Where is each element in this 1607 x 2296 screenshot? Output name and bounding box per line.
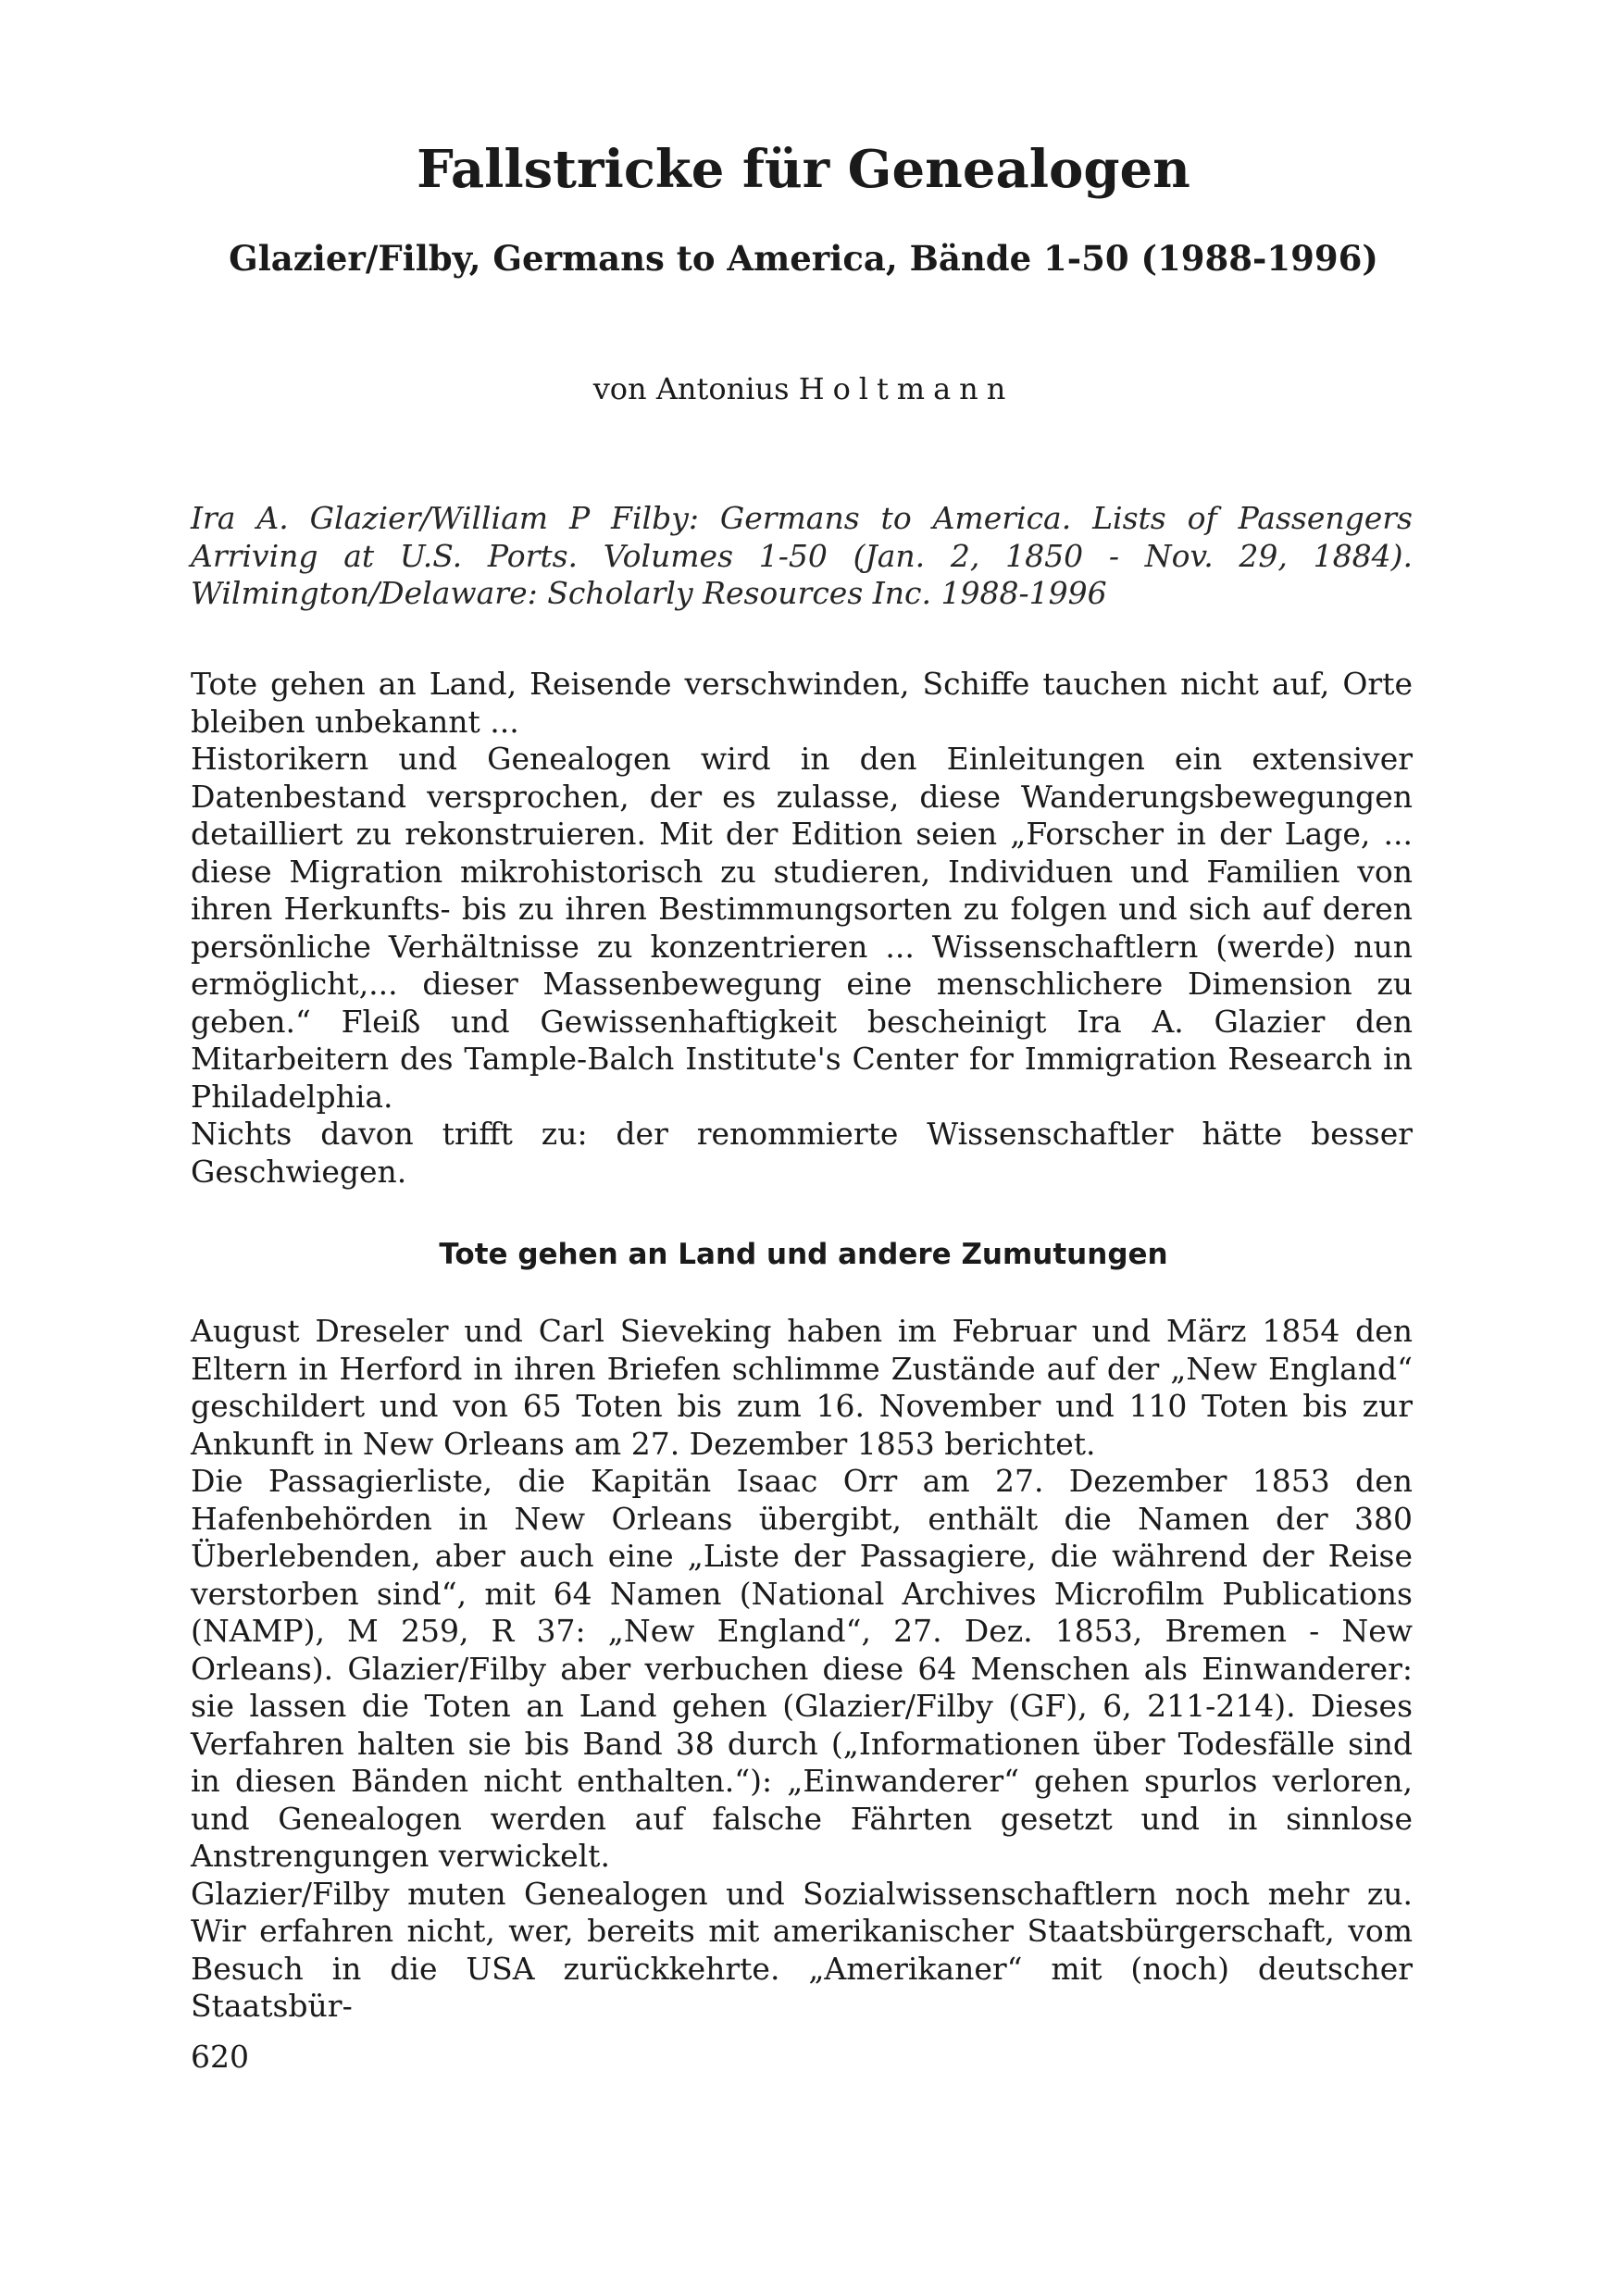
author-prefix: von Antonius <box>592 371 799 406</box>
citation-block <box>191 500 1413 613</box>
page-number: 620 <box>191 2039 249 2075</box>
intro-paragraph: Nichts davon trifft zu: der renommierte Wissenschaftler hätte besser Geschwiegen. <box>191 1116 1413 1190</box>
citation-text: Ira A. Glazier/William P Filby: Germans to America. Lists of Passengers Arriving at U.S. Ports. Volumes 1-50 (Jan. 2, 1850 - Nov. 29, 1884). Wilmington/Delaware: Scholarly Resources Inc. 1988-1996 <box>191 500 1413 611</box>
intro-paragraph: Historikern und Genealogen wird in den Einleitungen ein extensiver Datenbestand versprochen, der es zulasse, diese Wanderungsbewegungen detailliert zu rekonstruieren. Mit der Edition seien „Forscher in der Lage, ... diese Migration mikrohistorisch zu studieren, Individuen und Familien von ihren Herkunfts- bis zu ihren Bestimmungsorten zu folgen und sich auf deren persönliche Verhältnisse zu konzentrieren ... Wissenschaftlern (werde) nun ermöglicht,... dieser Massenbewegung eine menschlichere Dimension zu geben.“ Fleiß und Gewissenhaftigkeit bescheinigt Ira A. Glazier den Mitarbeitern des Tample-Balch Institute's Center for Immigration Research in Philadelphia. <box>191 741 1413 1115</box>
intro-paragraph: Tote gehen an Land, Reisende verschwinden, Schiffe tauchen nicht auf, Orte bleiben unbekannt ... <box>191 666 1413 740</box>
author-surname: Holtmann <box>798 371 1015 406</box>
document-subtitle: Glazier/Filby, Germans to America, Bände 1-50 (1988-1996) <box>229 238 1378 279</box>
section-heading: Tote gehen an Land und andere Zumutungen <box>439 1238 1168 1271</box>
section-body <box>191 1313 1413 2026</box>
body-paragraph: Glazier/Filby muten Genealogen und Sozialwissenschaftlern noch mehr zu. Wir erfahren nicht, wer, bereits mit amerikanischer Staatsbürgerschaft, vom Besuch in die USA zurückkehrte. „Amerikaner“ mit (noch) deutscher Staatsbür- <box>191 1875 1413 2024</box>
author-line <box>0 368 1607 409</box>
body-paragraph: August Dreseler und Carl Sieveking haben im Februar und März 1854 den Eltern in Herford in ihren Briefen schlimme Zustände auf der „New England“ geschildert und von 65 Toten bis zum 16. November und 110 Toten bis zur Ankunft in New Orleans am 27. Dezember 1853 berichtet. <box>191 1313 1413 1462</box>
body-paragraph: Die Passagierliste, die Kapitän Isaac Orr am 27. Dezember 1853 den Hafenbehörden in New Orleans übergibt, enthält die Namen der 380 Überlebenden, aber auch eine „Liste der Passagiere, die während der Reise verstorben sind“, mit 64 Namen (National Archives Microfilm Publications (NAMP), M 259, R 37: „New England“, 27. Dez. 1853, Bremen - New Orleans). Glazier/Filby aber verbuchen diese 64 Menschen als Einwanderer: sie lassen die Toten an Land gehen (Glazier/Filby (GF), 6, 211-214). Dieses Verfahren halten sie bis Band 38 durch („Informationen über Todesfälle sind in diesen Bänden nicht enthalten.“): „Einwanderer“ gehen spurlos verloren, und Genealogen werden auf falsche Fährten gesetzt und in sinnlose Anstrengungen verwickelt. <box>191 1463 1413 1874</box>
intro-section <box>191 666 1413 1191</box>
document-title: Fallstricke für Genealogen <box>417 139 1190 200</box>
